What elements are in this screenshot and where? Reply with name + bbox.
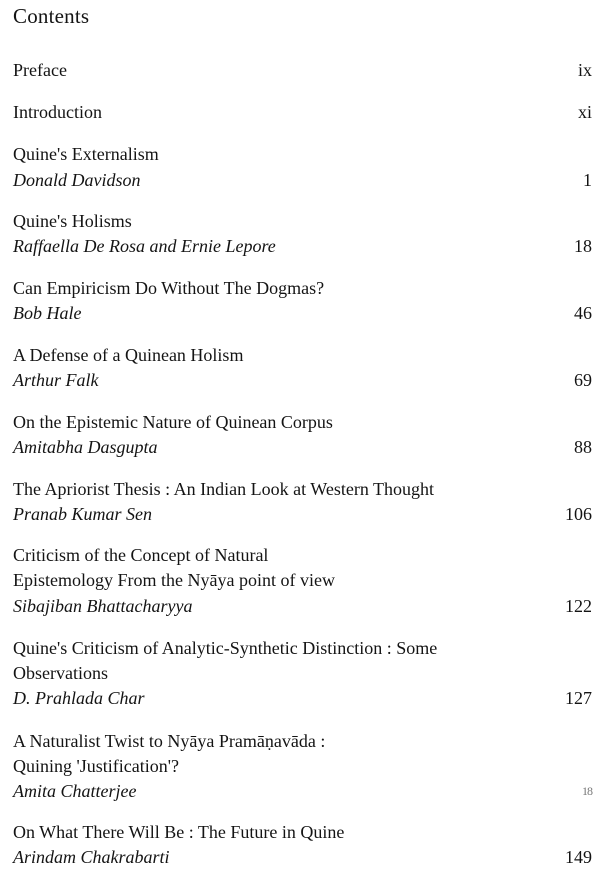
entry-title-line: Criticism of the Concept of Natural [13,545,269,565]
entry-page-number: 18 [574,236,592,256]
entry-page-number: 69 [574,370,592,390]
entry-author: Amitabha Dasgupta [13,437,158,457]
entry-title: Quine's Externalism [13,144,159,164]
entry-page-number: 106 [565,504,592,524]
entry-page-number: 127 [565,688,592,708]
entry-author: Amita Chatterjee [13,781,137,801]
page-title: Contents [13,4,90,28]
entry-author: Pranab Kumar Sen [13,504,152,524]
entry-title: On the Epistemic Nature of Quinean Corpus [13,412,333,432]
entry-title: Introduction [13,102,102,122]
entry-title: On What There Will Be : The Future in Quine [13,822,345,842]
entry-title: Quine's Holisms [13,211,132,231]
entry-page-number: 46 [574,303,592,323]
entry-title: A Defense of a Quinean Holism [13,345,244,365]
entry-author: Arthur Falk [13,370,99,390]
entry-author: Sibajiban Bhattacharyya [13,596,193,616]
entry-author: Raffaella De Rosa and Ernie Lepore [13,236,276,256]
entry-title-line: Epistemology From the Nyāya point of view [13,570,335,590]
entry-title-line: Observations [13,663,108,683]
entry-title: The Apriorist Thesis : An Indian Look at Western Thought [13,479,435,499]
entry-title-line: Quining 'Justification'? [13,756,179,776]
entry-title: Can Empiricism Do Without The Dogmas? [13,278,325,298]
entry-page-number: 1 [583,170,592,190]
entry-page-number: 88 [574,437,592,457]
entry-page-number: 18 [582,784,592,798]
entry-title: Preface [13,60,67,80]
entry-author: Bob Hale [13,303,82,323]
entry-page-number: 149 [565,847,592,867]
entry-author: Arindam Chakrabarti [13,847,170,867]
entry-page-number: 122 [565,596,592,616]
entry-page-number: xi [577,102,592,122]
entry-page-number: ix [577,60,592,80]
entry-title-line: A Naturalist Twist to Nyāya Pramāṇavāda : [13,731,326,751]
entry-author: Donald Davidson [13,170,141,190]
entry-author: D. Prahlada Char [13,688,145,708]
entry-title-line: Quine's Criticism of Analytic-Synthetic Distinction : Some [13,638,438,658]
